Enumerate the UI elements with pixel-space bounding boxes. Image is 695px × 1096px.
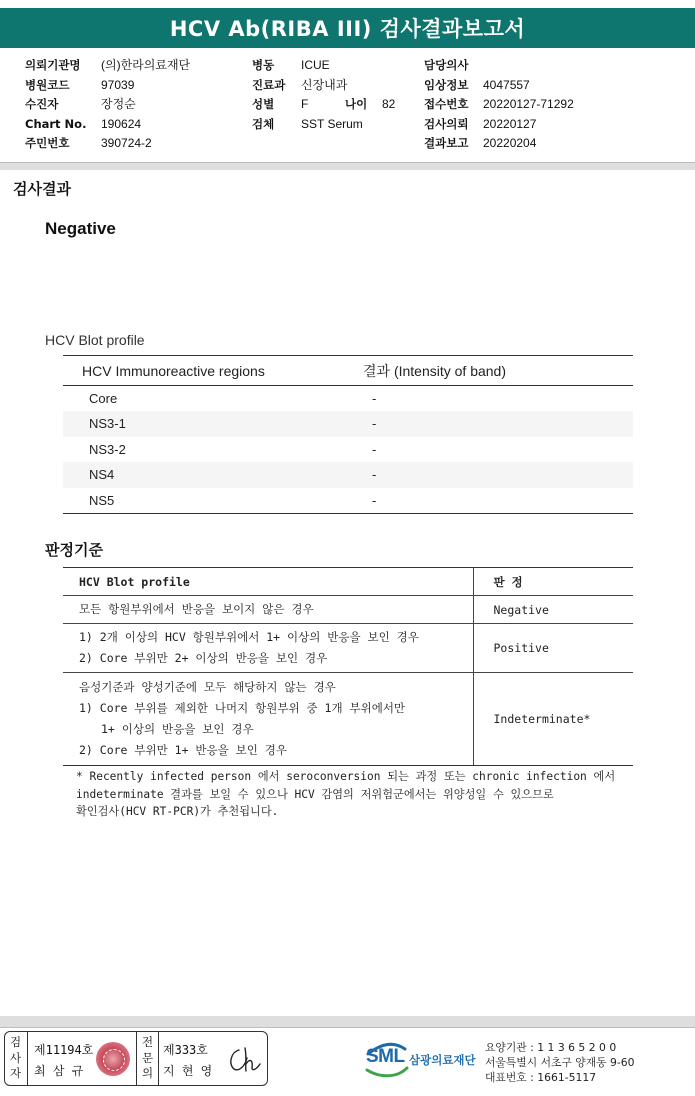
signature-box [4,1031,268,1086]
criteria-line: 2) Core 부위만 2+ 이상의 반응을 보인 경우 [79,651,328,665]
judgment-cell: Positive [473,624,633,673]
patient-info-col1 [25,56,190,154]
org-info-line: 서울특별시 서초구 양재동 9-60 [485,1056,635,1069]
info-value: (의)한라의료재단 [101,58,191,72]
info-label: 수진자 [25,97,59,111]
region-cell: NS4 [63,462,363,488]
footnote-line: 확인검사(HCV RT-PCR)가 추천됩니다. [76,805,279,818]
criteria-line: 1) 2개 이상의 HCV 항원부위에서 1+ 이상의 반응을 보인 경우 [79,630,419,644]
table-row [63,624,633,673]
org-info-line: 요양기관 : 1 1 3 6 5 2 0 0 [485,1041,617,1054]
info-label: 병동 [252,58,275,72]
examiner-name: 최 삼 규 [34,1064,84,1078]
handwritten-signature-icon [225,1044,263,1076]
specialist-label: 전 문 의 [141,1035,154,1080]
info-label: 결과보고 [424,136,469,150]
patient-info-col3 [424,56,574,154]
judgment-cell: Indeterminate* [473,673,633,766]
info-value: ICUE [301,58,330,72]
footer-band [0,1016,695,1028]
organization-info [485,1040,635,1085]
region-cell: NS5 [63,488,363,514]
report-title: HCV Ab(RIBA III) 검사결과보고서 [0,8,695,48]
info-value: SST Serum [301,116,363,131]
intensity-cell: - [363,488,633,514]
info-label: 담당의사 [424,58,469,72]
table-row [63,462,633,488]
table-row [63,386,633,412]
info-label: 접수번호 [424,97,469,111]
age-label: 나이 [345,97,368,111]
sml-logo-text: SML [366,1046,405,1067]
table-row [63,596,633,624]
region-cell: NS3-2 [89,441,126,457]
region-cell: NS3-1 [63,411,363,437]
info-value: 장정순 [101,97,136,111]
info-value: 20220127-71292 [483,97,574,111]
footnote [76,768,646,821]
result-section-title: 검사결과 [13,180,71,198]
info-label: 성별 [252,97,275,111]
table-row [63,673,633,766]
info-value: 97039 [101,77,135,92]
result-value: Negative [45,219,116,238]
info-value: 신장내과 [301,77,348,92]
intensity-cell: - [372,441,377,457]
column-header: 판 정 [473,568,633,596]
column-header: HCV Blot profile [63,568,473,596]
examiner-license: 제11194호 [34,1043,94,1057]
criteria-line: 모든 항원부위에서 반응을 보이지 않은 경우 [79,602,314,616]
criteria-line: 1) Core 부위를 제외한 나머지 항원부위 중 1개 부위에서만 [79,701,406,715]
footnote-line: indeterminate 결과를 보일 수 있으나 HCV 감염의 저위험군에서는 위양성일 수 있으므로 [76,787,554,801]
info-value: F [301,97,309,111]
info-value: 20220204 [483,136,537,150]
region-cell: Core [89,391,118,406]
criteria-table [63,567,633,766]
column-header: HCV Immunoreactive regions [63,356,363,386]
info-label: 주민번호 [25,136,70,150]
info-label: 병원코드 [25,77,70,92]
info-label: 임상정보 [424,77,469,92]
specialist-license: 제333호 [163,1043,208,1057]
intensity-cell: - [372,391,377,406]
divider-band [0,162,695,170]
intensity-cell: - [363,411,633,437]
blot-result-table [63,355,633,514]
info-value: 390724-2 [101,136,152,150]
info-value: 20220127 [483,116,537,131]
patient-info-col2 [252,56,395,134]
specialist-name: 지 현 영 [163,1064,213,1078]
info-label: 검체 [252,116,275,131]
info-label: 검사의뢰 [424,116,469,131]
criteria-line: 1+ 이상의 반응을 보인 경우 [101,722,254,736]
criteria-section-title: 판정기준 [45,541,103,559]
info-value: 190624 [101,116,142,131]
criteria-line: 2) Core 부위만 1+ 반응을 보인 경우 [79,743,288,757]
criteria-line: 음성기준과 양성기준에 모두 해당하지 않는 경우 [79,680,336,694]
column-header: 결과 (Intensity of band) [363,356,633,386]
age-value: 82 [382,97,396,111]
info-value: 4047557 [483,77,530,92]
intensity-cell: - [363,462,633,488]
info-label: 진료과 [252,77,286,92]
table-row [63,488,633,514]
info-label: 의뢰기관명 [25,58,81,72]
table-row [63,437,633,463]
footnote-line: * Recently infected person 에서 seroconversion 되는 과정 또는 chronic infection 에서 [76,770,616,783]
blot-profile-label: HCV Blot profile [45,332,145,348]
org-info-line: 대표번호 : 1661-5117 [485,1071,597,1084]
official-seal-icon [96,1042,130,1076]
organization-name: 삼광의료재단 [409,1053,476,1067]
judgment-cell: Negative [473,596,633,624]
examiner-label: 검 사 자 [9,1035,22,1080]
table-row [63,411,633,437]
info-label: Chart No. [25,116,87,131]
